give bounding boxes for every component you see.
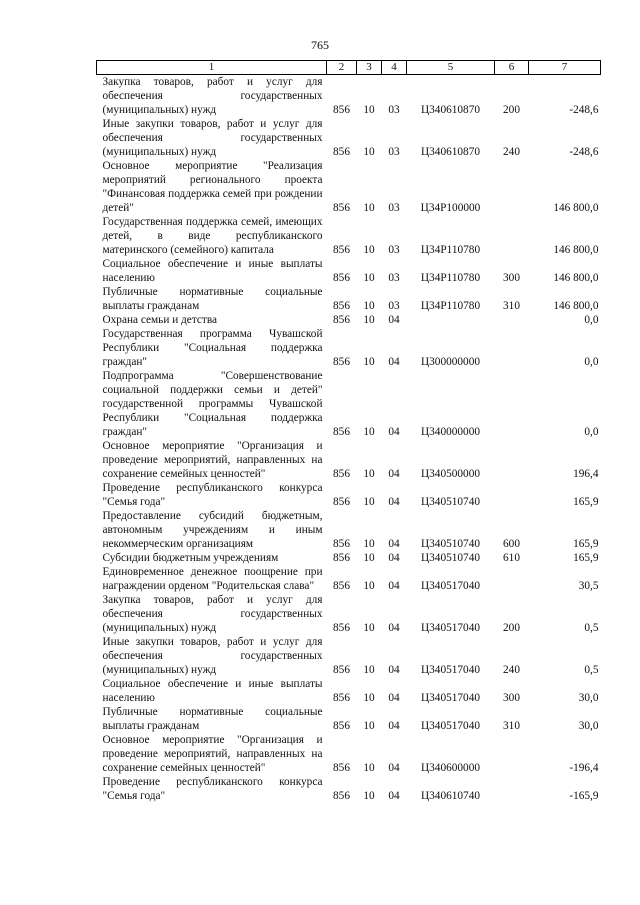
- row-section-cell: 10: [363, 552, 375, 564]
- row-expense-type-cell: [495, 481, 529, 509]
- row-section-cell: 10: [363, 496, 375, 508]
- row-ministry-cell: 856: [333, 104, 350, 116]
- row-subsection-cell: 04: [388, 720, 400, 732]
- table-row: [97, 551, 601, 565]
- table-row: [97, 327, 601, 369]
- row-amount-cell: 146 800,0: [553, 272, 599, 284]
- row-amount-cell: 165,9: [573, 538, 599, 550]
- row-name-cell: Основное мероприятие "Организация и проведение мероприятий, направленных на сохранение семейных ценностей": [102, 734, 323, 774]
- row-expense-type-cell: [495, 775, 529, 803]
- row-subsection-cell: 04: [388, 580, 400, 592]
- row-target-cell: [407, 313, 495, 327]
- row-name-cell: Основное мероприятие "Реализация мероприятий регионального проекта "Финансовая поддержка семей при рождении детей": [102, 160, 323, 214]
- row-expense-type-cell: 200: [503, 622, 520, 634]
- row-amount-cell: -165,9: [569, 790, 599, 802]
- row-target-cell: Ц340517040: [421, 580, 480, 592]
- row-ministry-cell: 856: [333, 692, 350, 704]
- table-row: [97, 635, 601, 677]
- row-target-cell: Ц34P110780: [420, 244, 481, 256]
- row-ministry-cell: 856: [333, 300, 350, 312]
- row-subsection-cell: 03: [388, 146, 400, 158]
- row-target-cell: Ц34P110780: [420, 272, 481, 284]
- row-amount-cell: 146 800,0: [553, 244, 599, 256]
- row-amount-cell: -248,6: [569, 104, 599, 116]
- row-ministry-cell: 856: [333, 356, 350, 368]
- table-row: [97, 509, 601, 551]
- row-name-cell: Закупка товаров, работ и услуг для обеспечения государственных (муниципальных) нужд: [102, 594, 323, 634]
- row-section-cell: 10: [363, 790, 375, 802]
- row-expense-type-cell: [495, 327, 529, 369]
- row-name-cell: Охрана семьи и детства: [102, 314, 218, 326]
- row-target-cell: Ц34P100000: [420, 202, 481, 214]
- row-expense-type-cell: 200: [503, 104, 520, 116]
- row-section-cell: 10: [363, 426, 375, 438]
- column-header-amount: 7: [529, 61, 601, 75]
- table-row: [97, 159, 601, 215]
- column-header-name: 1: [97, 61, 327, 75]
- row-subsection-cell: 04: [388, 468, 400, 480]
- row-ministry-cell: 856: [333, 468, 350, 480]
- row-name-cell: Основное мероприятие "Организация и проведение мероприятий, направленных на сохранение семейных ценностей": [102, 440, 323, 480]
- row-expense-type-cell: [495, 313, 529, 327]
- column-header-target: 5: [407, 61, 495, 75]
- row-section-cell: 10: [363, 146, 375, 158]
- table-row: [97, 733, 601, 775]
- row-expense-type-cell: [495, 159, 529, 215]
- row-target-cell: Ц340517040: [421, 664, 480, 676]
- row-expense-type-cell: 600: [503, 538, 520, 550]
- row-subsection-cell: 04: [388, 496, 400, 508]
- row-amount-cell: 165,9: [573, 496, 599, 508]
- row-amount-cell: 0,0: [584, 426, 599, 438]
- row-expense-type-cell: [495, 369, 529, 439]
- table-header-row: [97, 61, 601, 75]
- row-section-cell: 10: [363, 314, 375, 326]
- row-section-cell: 10: [363, 104, 375, 116]
- row-target-cell: Ц340610870: [421, 146, 480, 158]
- row-subsection-cell: 04: [388, 356, 400, 368]
- table-row: [97, 705, 601, 733]
- row-target-cell: Ц340610740: [421, 790, 480, 802]
- table-row: [97, 481, 601, 509]
- row-subsection-cell: 04: [388, 622, 400, 634]
- row-section-cell: 10: [363, 622, 375, 634]
- row-name-cell: Единовременное денежное поощрение при награждении орденом "Родительская слава": [102, 566, 323, 592]
- row-subsection-cell: 04: [388, 664, 400, 676]
- row-expense-type-cell: 610: [503, 552, 520, 564]
- row-expense-type-cell: [495, 565, 529, 593]
- row-ministry-cell: 856: [333, 202, 350, 214]
- row-subsection-cell: 04: [388, 314, 400, 326]
- column-header-subsection: 4: [382, 61, 407, 75]
- row-expense-type-cell: 310: [503, 300, 520, 312]
- row-name-cell: Государственная программа Чувашской Республики "Социальная поддержка граждан": [102, 328, 323, 368]
- row-amount-cell: 0,5: [584, 622, 599, 634]
- row-expense-type-cell: 310: [503, 720, 520, 732]
- row-section-cell: 10: [363, 300, 375, 312]
- row-target-cell: Ц300000000: [421, 356, 480, 368]
- row-amount-cell: -196,4: [569, 762, 599, 774]
- row-name-cell: Социальное обеспечение и иные выплаты населению: [102, 258, 323, 284]
- row-target-cell: Ц340500000: [421, 468, 480, 480]
- row-ministry-cell: 856: [333, 552, 350, 564]
- row-name-cell: Иные закупки товаров, работ и услуг для обеспечения государственных (муниципальных) нужд: [102, 636, 323, 676]
- table-row: [97, 117, 601, 159]
- row-name-cell: Предоставление субсидий бюджетным, автономным учреждениям и иным некоммерческим организациям: [102, 510, 323, 550]
- row-amount-cell: 0,0: [584, 314, 599, 326]
- row-target-cell: Ц34P110780: [420, 300, 481, 312]
- row-subsection-cell: 04: [388, 692, 400, 704]
- row-subsection-cell: 03: [388, 272, 400, 284]
- row-amount-cell: 146 800,0: [553, 300, 599, 312]
- row-section-cell: 10: [363, 468, 375, 480]
- row-target-cell: Ц340510740: [421, 552, 480, 564]
- row-ministry-cell: 856: [333, 496, 350, 508]
- row-ministry-cell: 856: [333, 790, 350, 802]
- row-name-cell: Иные закупки товаров, работ и услуг для обеспечения государственных (муниципальных) нужд: [102, 118, 323, 158]
- row-name-cell: Социальное обеспечение и иные выплаты населению: [102, 678, 323, 704]
- column-header-ministry: 2: [327, 61, 357, 75]
- row-subsection-cell: 03: [388, 300, 400, 312]
- row-ministry-cell: 856: [333, 314, 350, 326]
- row-target-cell: Ц340510740: [421, 496, 480, 508]
- table-row: [97, 75, 601, 118]
- table-row: [97, 257, 601, 285]
- table-row: [97, 313, 601, 327]
- column-header-expense-type: 6: [495, 61, 529, 75]
- row-subsection-cell: 04: [388, 552, 400, 564]
- row-target-cell: Ц340517040: [421, 622, 480, 634]
- budget-table: [96, 60, 601, 803]
- row-ministry-cell: 856: [333, 622, 350, 634]
- row-subsection-cell: 04: [388, 426, 400, 438]
- table-row: [97, 565, 601, 593]
- row-section-cell: 10: [363, 244, 375, 256]
- table-row: [97, 593, 601, 635]
- row-ministry-cell: 856: [333, 664, 350, 676]
- table-row: [97, 215, 601, 257]
- row-subsection-cell: 03: [388, 202, 400, 214]
- row-section-cell: 10: [363, 580, 375, 592]
- row-section-cell: 10: [363, 720, 375, 732]
- table-row: [97, 775, 601, 803]
- row-name-cell: Проведение республиканского конкурса "Семья года": [102, 776, 323, 802]
- row-amount-cell: 196,4: [573, 468, 599, 480]
- row-amount-cell: 30,5: [578, 580, 599, 592]
- row-ministry-cell: 856: [333, 538, 350, 550]
- row-ministry-cell: 856: [333, 426, 350, 438]
- row-expense-type-cell: [495, 733, 529, 775]
- row-expense-type-cell: [495, 215, 529, 257]
- row-section-cell: 10: [363, 762, 375, 774]
- row-name-cell: Государственная поддержка семей, имеющих детей, в виде республиканского материнского (семейного) капитала: [102, 216, 323, 256]
- row-expense-type-cell: [495, 439, 529, 481]
- row-section-cell: 10: [363, 664, 375, 676]
- row-section-cell: 10: [363, 538, 375, 550]
- row-subsection-cell: 04: [388, 762, 400, 774]
- row-name-cell: Субсидии бюджетным учреждениям: [102, 552, 279, 564]
- row-name-cell: Публичные нормативные социальные выплаты гражданам: [102, 286, 323, 312]
- row-subsection-cell: 04: [388, 538, 400, 550]
- row-target-cell: Ц340000000: [421, 426, 480, 438]
- row-name-cell: Закупка товаров, работ и услуг для обеспечения государственных (муниципальных) нужд: [102, 76, 323, 116]
- table-body: [97, 75, 601, 804]
- row-target-cell: Ц340517040: [421, 720, 480, 732]
- row-amount-cell: 30,0: [578, 720, 599, 732]
- table-row: [97, 369, 601, 439]
- row-ministry-cell: 856: [333, 272, 350, 284]
- page-number: 765: [311, 38, 329, 52]
- row-name-cell: Подпрограмма "Совершенствование социальной поддержки семьи и детей" государственной программы Чувашской Республики "Социальная поддержка граждан": [102, 370, 323, 438]
- row-amount-cell: 0,5: [584, 664, 599, 676]
- row-amount-cell: 30,0: [578, 692, 599, 704]
- row-section-cell: 10: [363, 272, 375, 284]
- row-expense-type-cell: 300: [503, 272, 520, 284]
- row-amount-cell: 146 800,0: [553, 202, 599, 214]
- row-target-cell: Ц340510740: [421, 538, 480, 550]
- row-subsection-cell: 03: [388, 244, 400, 256]
- row-amount-cell: 0,0: [584, 356, 599, 368]
- row-amount-cell: -248,6: [569, 146, 599, 158]
- column-header-section: 3: [357, 61, 382, 75]
- row-section-cell: 10: [363, 692, 375, 704]
- row-target-cell: Ц340517040: [421, 692, 480, 704]
- row-target-cell: Ц340610870: [421, 104, 480, 116]
- row-subsection-cell: 04: [388, 790, 400, 802]
- table-row: [97, 439, 601, 481]
- row-ministry-cell: 856: [333, 580, 350, 592]
- row-name-cell: Публичные нормативные социальные выплаты гражданам: [102, 706, 323, 732]
- row-ministry-cell: 856: [333, 762, 350, 774]
- row-section-cell: 10: [363, 356, 375, 368]
- row-expense-type-cell: 240: [503, 146, 520, 158]
- row-ministry-cell: 856: [333, 244, 350, 256]
- table-row: [97, 285, 601, 313]
- row-subsection-cell: 03: [388, 104, 400, 116]
- row-ministry-cell: 856: [333, 720, 350, 732]
- row-ministry-cell: 856: [333, 146, 350, 158]
- row-name-cell: Проведение республиканского конкурса "Семья года": [102, 482, 323, 508]
- table-row: [97, 677, 601, 705]
- row-target-cell: Ц340600000: [421, 762, 480, 774]
- row-section-cell: 10: [363, 202, 375, 214]
- row-expense-type-cell: 300: [503, 692, 520, 704]
- row-expense-type-cell: 240: [503, 664, 520, 676]
- row-amount-cell: 165,9: [573, 552, 599, 564]
